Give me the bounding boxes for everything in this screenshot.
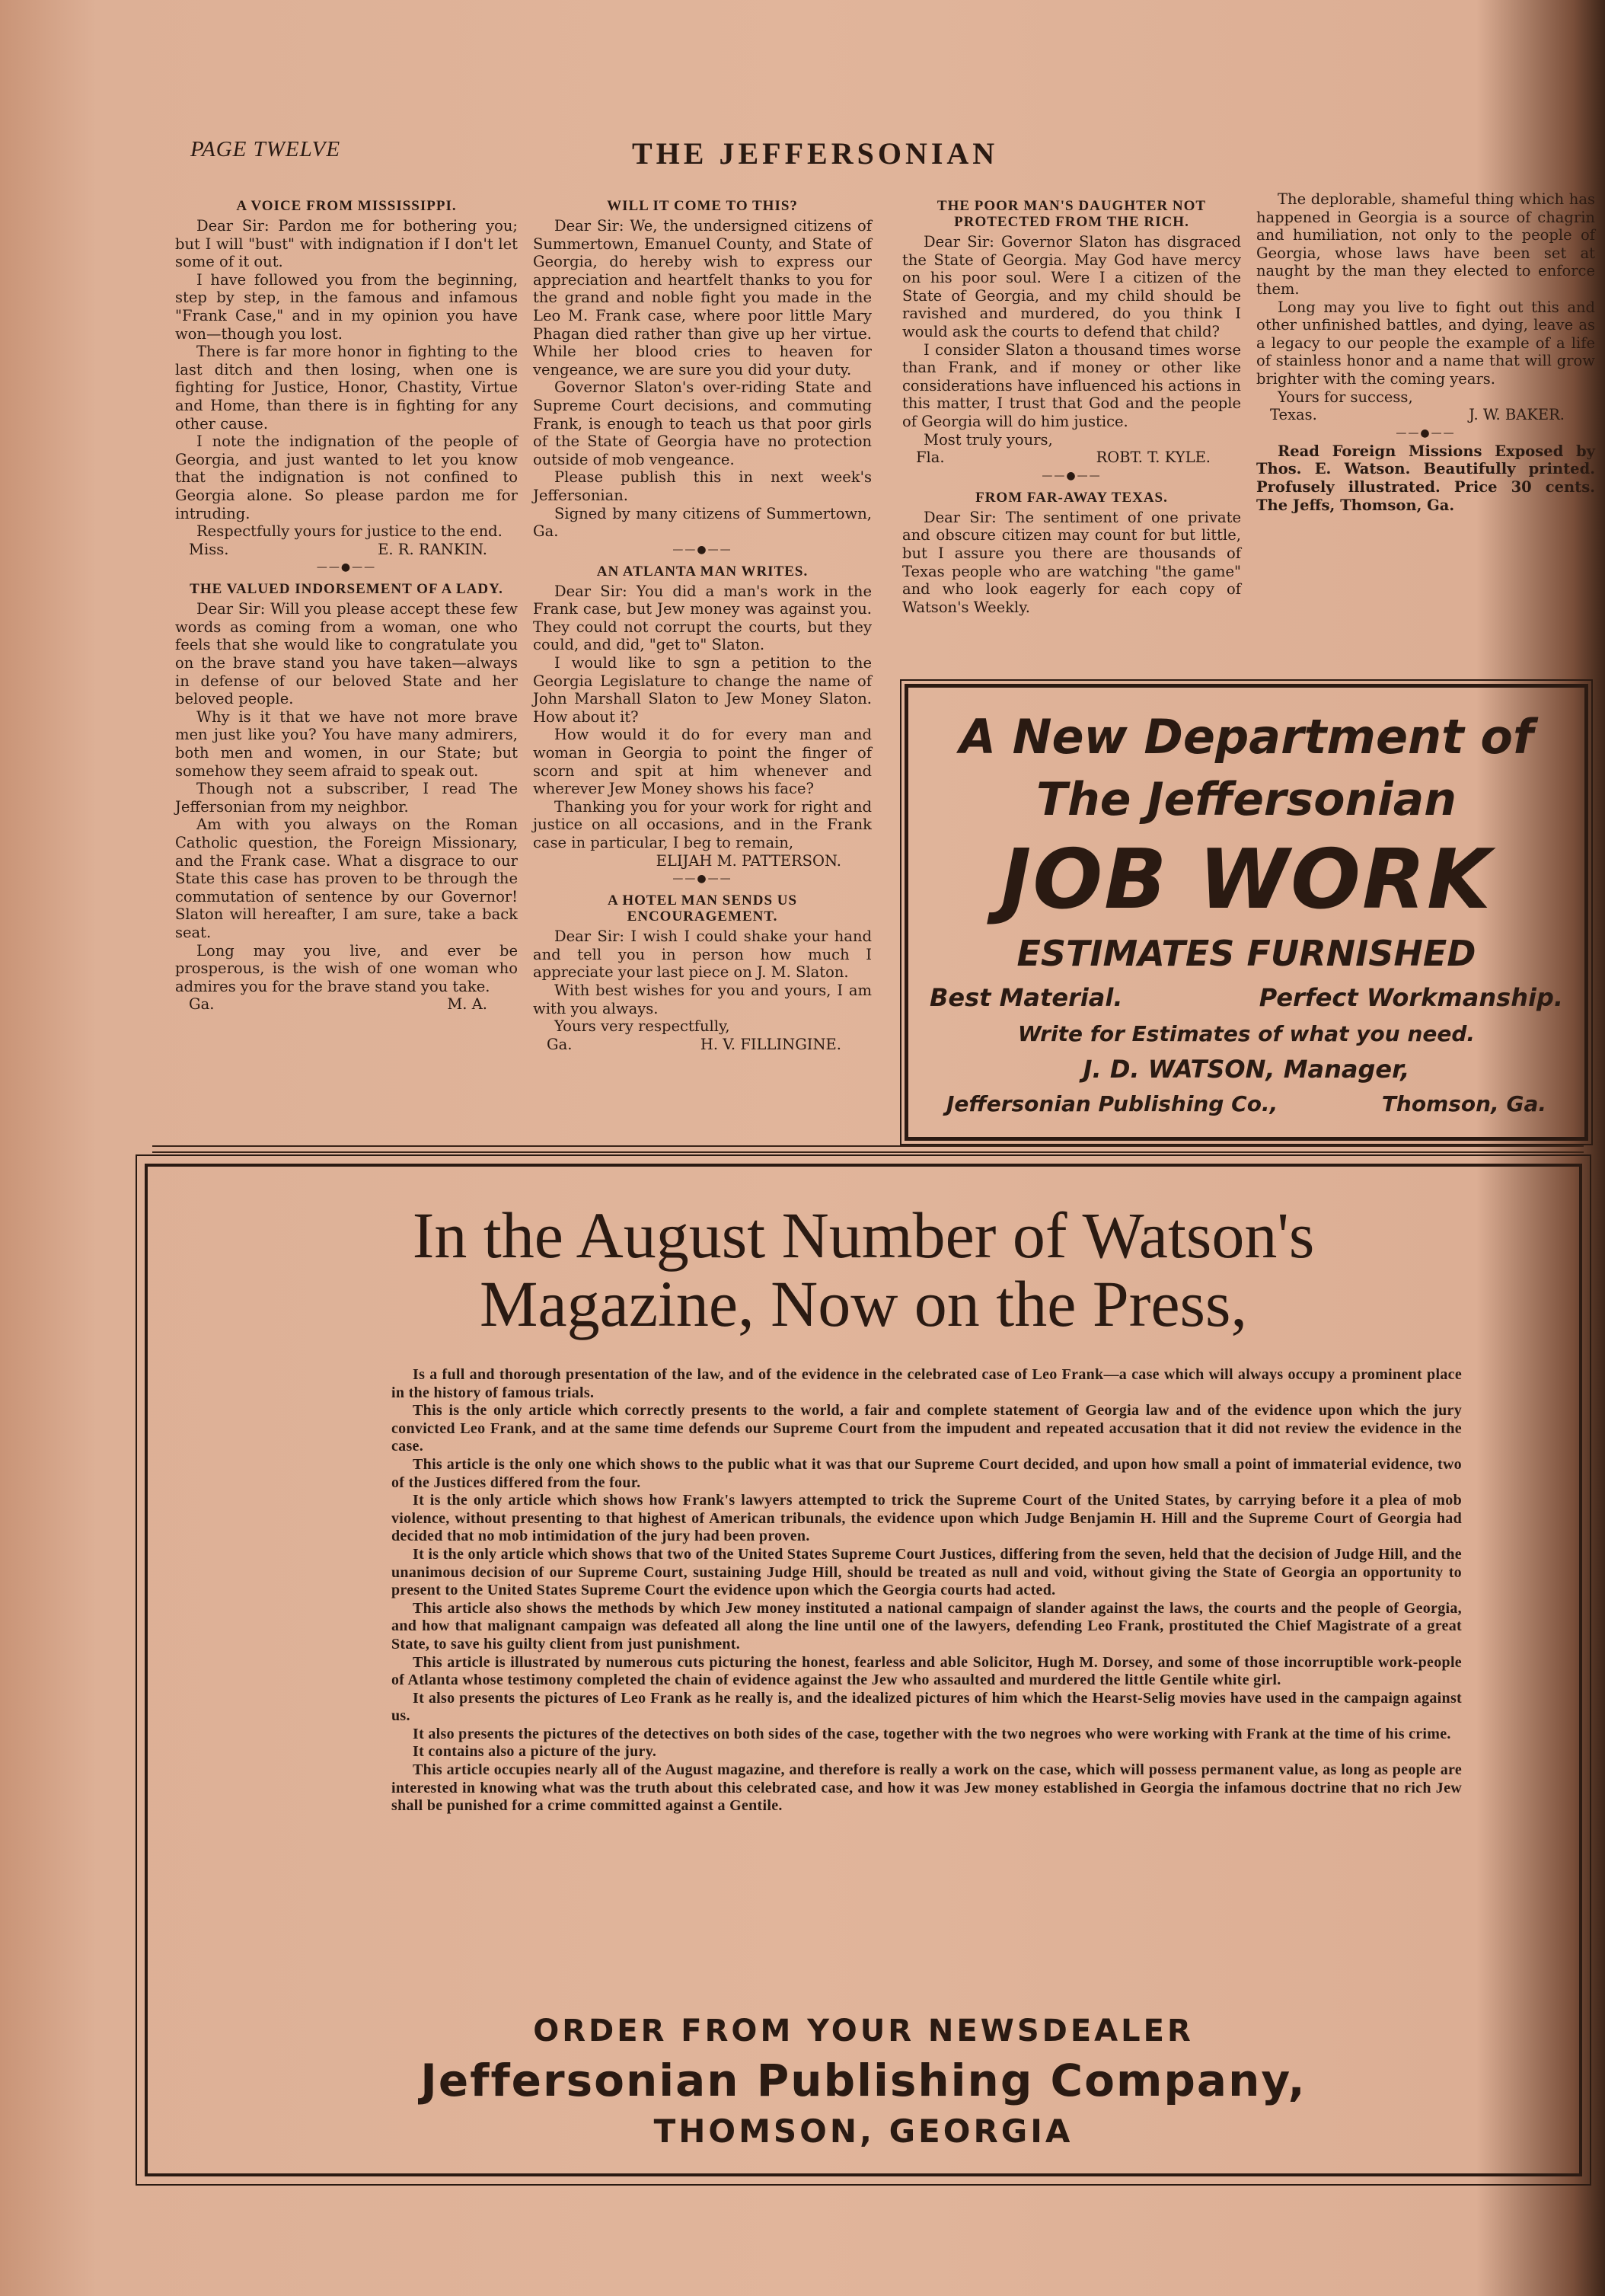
letter-paragraph: Dear Sir: Pardon me for bothering you; but I will "bust" with indignation if I don't let some of it out. xyxy=(175,217,518,271)
letter-paragraph: I would like to sgn a petition to the Georgia Legislature to change the name of John Marshall Slaton to Jew Money Slaton. How about it? xyxy=(533,654,872,726)
letter-paragraph: I note the indignation of the people of Georgia, and just wanted to let you know that the indignation is not confined to Georgia alone. So please pardon me for intruding. xyxy=(175,433,518,522)
ad-paragraph: This article also shows the methods by which Jew money instituted a national campaign of slander against the laws, the courts and the people of Georgia, and how that malignant campaign was defeated all along the line until one of the lawyers, defending Leo Frank, prostituted the Chief Magistrate of a great State, to save his guilty client from just punishment. xyxy=(391,1599,1462,1653)
ad-line: J. D. WATSON, Manager, xyxy=(1083,1055,1410,1084)
letter-mississippi xyxy=(175,198,518,558)
letter-paragraph: Dear Sir: The sentiment of one private and obscure citizen may count for but little, but I assure you there are thousands of Texas people who are watching "the game" and who look eagerly for each copy of Watson's Weekly. xyxy=(902,508,1241,616)
letter-paragraph: Dear Sir: You did a man's work in the Frank case, but Jew money was against you. They could not corrupt the courts, but they could, and did, "get to" Slaton. xyxy=(533,582,872,654)
separator: ——●—— xyxy=(316,561,377,574)
ad-line: Jeffersonian Publishing Co., xyxy=(946,1091,1278,1116)
letter-title: WILL IT COME TO THIS? xyxy=(607,198,798,214)
ad-headline: Magazine, Now on the Press, xyxy=(480,1267,1247,1340)
column-1 xyxy=(175,190,518,1014)
letter-paragraph: How would it do for every man and woman in Georgia to point the finger of scorn and spit at him whenever and wherever Jew Money shows his face? xyxy=(533,726,872,798)
letter-place: Ga. xyxy=(189,995,215,1014)
letter-daughter xyxy=(902,198,1241,467)
letter-signer: M. A. xyxy=(447,995,487,1014)
ad-paragraph: It is the only article which shows how Frank's lawyers attempted to trick the Supreme Court of the United States, by carrying before it a plea of mob violence, without presenting to that highest of American tribunals, the evidence upon which Judge Benjamin H. Hill and the Supreme Court of Georgia had decided that no mob intimidation of the jury had been proven. xyxy=(391,1492,1462,1545)
ad-paragraph: Is a full and thorough presentation of the law, and of the evidence in the celebrated case of Leo Frank—a case which will always occupy a prominent place in the history of famous trials. xyxy=(391,1366,1462,1401)
ad-paragraph: This article occupies nearly all of the August magazine, and therefore is really a work on the case, which will possess permanent value, as long as people are interested in knowing what was the truth about this celebrated case, and how it was Jew money established in Georgia the infamous doctrine that no rich Jew shall be punished for a crime committed against a Gentile. xyxy=(391,1761,1462,1815)
ad-line: Thomson, Ga. xyxy=(1381,1091,1546,1116)
ad-publisher: Jeffersonian Publishing Company, xyxy=(420,2055,1307,2106)
letter-paragraph: I have followed you from the beginning, step by step, in the famous and infamous "Frank Case," and in my opinion you have won—though you lost. xyxy=(175,270,518,343)
column-4 xyxy=(1256,190,1595,514)
letter-paragraph: I consider Slaton a thousand times worse than Frank, and if money or other like considerations have influenced his actions in this matter, I trust that God and the people of Georgia will do him justice. xyxy=(902,340,1241,430)
ad-body xyxy=(391,1366,1462,1815)
letter-signature xyxy=(1256,406,1595,424)
book-notice: Read Foreign Missions Exposed by Thos. E. Watson. Beautifully printed. Profusely illustrated. Price 30 cents. The Jeffs, Thomson, Ga. xyxy=(1256,442,1595,514)
ad-paragraph: It also presents the pictures of the detectives on both sides of the case, together with the two negroes who were working with Frank at the time of his crime. xyxy=(413,1725,1451,1742)
letter-paragraph: Please publish this in next week's Jeffersonian. xyxy=(533,468,872,504)
letter-paragraph: Why is it that we have not more brave men just like you? You have many admirers, both men and women, in our State; but somehow they seem afraid to speak out. xyxy=(175,707,518,780)
letter-paragraph: Long may you live, and ever be prosperous, is the wish of one woman who admires you for the brave stand you take. xyxy=(175,941,518,995)
letter-place: Texas. xyxy=(1270,406,1317,424)
letter-title: AN ATLANTA MAN WRITES. xyxy=(596,563,809,580)
ad-line: The Jeffersonian xyxy=(1036,773,1457,826)
ad-paragraph: It contains also a picture of the jury. xyxy=(413,1743,657,1761)
letter-place: Fla. xyxy=(916,449,945,467)
ad-order-line: ORDER FROM YOUR NEWSDEALER xyxy=(533,2013,1194,2049)
letter-title: FROM FAR-AWAY TEXAS. xyxy=(975,489,1168,506)
letter-texas xyxy=(902,490,1241,617)
letter-title: A VOICE FROM MISSISSIPPI. xyxy=(236,198,457,214)
ad-line: Best Material. xyxy=(930,983,1123,1012)
letter-title: THE VALUED INDORSEMENT OF A LADY. xyxy=(190,581,503,598)
letter-paragraph: Dear Sir: Will you please accept these few words as coming from a woman, one who feels that she would like to congratulate you on the brave stand you have taken—always in defense of our beloved State and her beloved people. xyxy=(175,600,518,708)
letter-signature xyxy=(533,852,872,870)
letter-hotel xyxy=(533,893,872,1053)
letter-signer: J. W. BAKER. xyxy=(1469,406,1565,424)
separator: ——●—— xyxy=(672,543,732,556)
ad-line: A New Department of xyxy=(959,709,1533,765)
letter-signature xyxy=(902,449,1241,467)
job-work-ad xyxy=(905,684,1588,1141)
ad-paragraph: This is the only article which correctly presents to the world, a fair and complete statement of Georgia law and of the evidence upon which the jury convicted Leo Frank, and at the same time defends our Supreme Court from the impudent and repeated accusation that it did not review the evidence in the case. xyxy=(391,1402,1462,1455)
ad-paragraph: This article is illustrated by numerous cuts picturing the honest, fearless and able Solicitor, Hugh M. Dorsey, and some of those incorruptible work-people of Atlanta whose testimony completed the chain of evidence against the Jew who assaulted and murdered the little Gentile white girl. xyxy=(391,1653,1462,1689)
letter-will-it-come xyxy=(533,198,872,541)
letter-paragraph: Am with you always on the Roman Catholic question, the Foreign Missionary, and the Frank case. What a disgrace to our State this case has proven to be through the commutation of sentence by our Governor! Slaton will hereafter, I am sure, take a back seat. xyxy=(175,816,518,941)
ad-headline: JOB WORK xyxy=(1000,832,1492,928)
letter-paragraph: Most truly yours, xyxy=(924,430,1053,449)
letter-paragraph: With best wishes for you and yours, I am with you always. xyxy=(533,981,872,1017)
letter-signer: ROBT. T. KYLE. xyxy=(1096,449,1211,467)
letter-signer: H. V. FILLINGINE. xyxy=(700,1035,841,1053)
letter-paragraph: Governor Slaton's over-riding State and Supreme Court decisions, and commuting Frank, is enough to teach us that poor girls of the State of Georgia have no protection outside of mob vengeance. xyxy=(533,378,872,468)
letter-paragraph: Thanking you for your work for right and justice on all occasions, and in the Frank case in particular, I beg to remain, xyxy=(533,797,872,851)
masthead: THE JEFFERSONIAN xyxy=(632,136,999,171)
page-folio: PAGE TWELVE xyxy=(190,137,341,161)
column-3 xyxy=(902,190,1241,616)
column-2 xyxy=(533,190,872,1053)
divider-rule xyxy=(152,1145,1584,1147)
letter-paragraph: Though not a subscriber, I read The Jeffersonian from my neighbor. xyxy=(175,780,518,816)
letter-signer: E. R. RANKIN. xyxy=(378,540,487,558)
ad-paragraph: It also presents the pictures of Leo Frank as he really is, and the idealized pictures of him which the Hearst-Selig movies have used in the campaign against us. xyxy=(391,1689,1462,1725)
letter-signature xyxy=(533,1036,872,1054)
letter-paragraph: Signed by many citizens of Summertown, Ga. xyxy=(533,504,872,541)
letter-signer: ELIJAH M. PATTERSON. xyxy=(656,851,841,870)
letter-paragraph: Dear Sir: I wish I could shake your hand and tell you in person how much I appreciate your last piece on J. M. Slaton. xyxy=(533,928,872,982)
letter-lady xyxy=(175,581,518,1014)
letter-paragraph: Yours for success, xyxy=(1278,388,1413,406)
letter-paragraph: Long may you live to fight out this and other unfinished battles, and dying, leave as a legacy to our people the example of a life of stainless honor and a name that will grow brighter with the coming years. xyxy=(1256,298,1595,388)
letter-title: THE POOR MAN'S DAUGHTER NOT PROTECTED FROM THE RICH. xyxy=(937,198,1207,230)
page-header xyxy=(190,136,1584,174)
ad-line: ESTIMATES FURNISHED xyxy=(1016,933,1476,974)
divider-rule xyxy=(152,1151,1584,1153)
letter-signature xyxy=(175,541,518,559)
letter-paragraph: Yours very respectfully, xyxy=(554,1017,730,1036)
magazine-ad xyxy=(145,1164,1582,2176)
letter-signature xyxy=(175,995,518,1014)
letter-place: Miss. xyxy=(189,540,229,558)
letter-place: Ga. xyxy=(547,1035,573,1053)
letter-paragraph: There is far more honor in fighting to the last ditch and then losing, when one is fighting for Justice, Honor, Chastity, Virtue and Home, than there is in fighting for any other cause. xyxy=(175,343,518,433)
letter-atlanta xyxy=(533,564,872,870)
letter-paragraph: Dear Sir: We, the undersigned citizens of Summertown, Emanuel County, and State of Georgia, do hereby wish to express our appreciation and heartfelt thanks to you for the grand and noble fight you made in the Leo M. Frank case, where poor little Mary Phagan died rather than give up her virtue. While her blood cries to heaven for vengeance, we are sure you did your duty. xyxy=(533,217,872,378)
ad-city: THOMSON, GEORGIA xyxy=(653,2112,1074,2150)
separator: ——●—— xyxy=(1042,469,1102,482)
letter-paragraph: The deplorable, shameful thing which has happened in Georgia is a source of chagrin and humiliation, not only to the people of Georgia, whose laws have been set at naught by the man they elected to enforce them. xyxy=(1256,190,1595,298)
separator: ——●—— xyxy=(672,873,732,886)
separator: ——●—— xyxy=(1396,426,1456,439)
letter-title: A HOTEL MAN SENDS US ENCOURAGEMENT. xyxy=(607,893,798,925)
letter-paragraph: Dear Sir: Governor Slaton has disgraced the State of Georgia. May God have mercy on his poor soul. Were I a citizen of the State of Georgia, and my child should be ravished and murdered, do you think I would ask the courts to defend that child? xyxy=(902,233,1241,340)
ad-headline: In the August Number of Watson's xyxy=(412,1199,1315,1272)
ad-paragraph: This article is the only one which shows to the public what it was that our Supreme Court decided, and upon how small a point of immaterial evidence, two of the Justices differed from the four. xyxy=(391,1455,1462,1491)
letter-paragraph: Respectfully yours for justice to the end. xyxy=(196,522,503,541)
ad-line: Perfect Workmanship. xyxy=(1259,983,1563,1012)
ad-paragraph: It is the only article which shows that two of the United States Supreme Court Justices, differing from the seven, held that the decision of Judge Hill, and the unanimous decision of our Supreme Court, sustaining Judge Hill, should be treated as null and void, without giving the State of Georgia an opportunity to present to the United States Supreme Court the evidence upon which the Georgia courts had acted. xyxy=(391,1545,1462,1599)
ad-line: Write for Estimates of what you need. xyxy=(1017,1021,1476,1046)
